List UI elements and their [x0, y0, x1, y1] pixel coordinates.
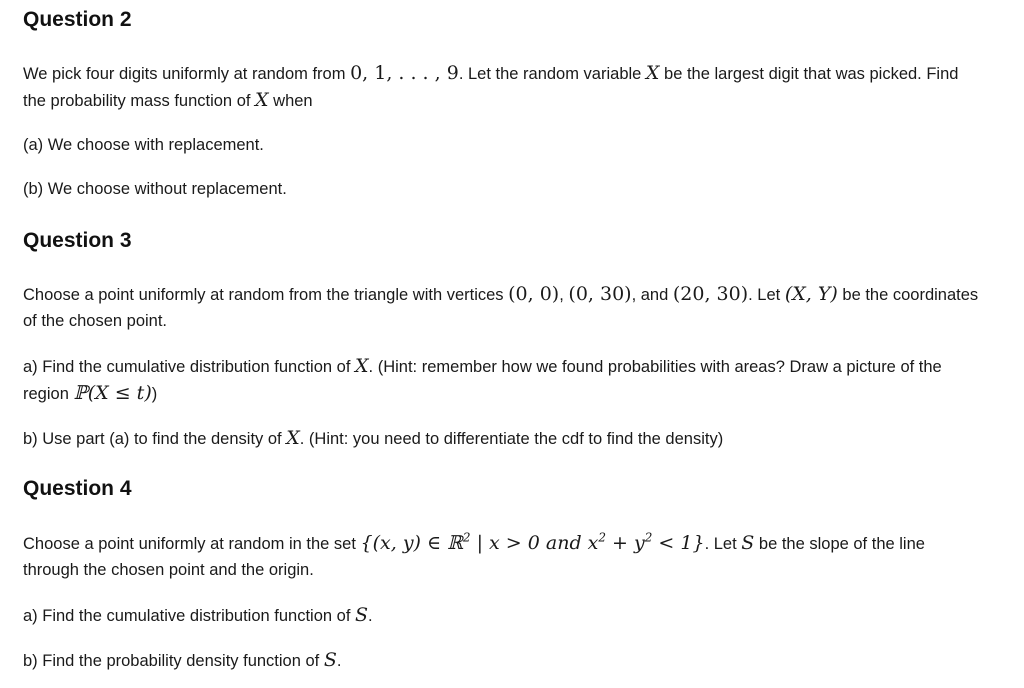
question-2-intro: We pick four digits uniformly at random from 0, 1, . . . , 9. Let the random variable X be the largest digit that was picked. Find the probability mass function of X when [23, 62, 959, 111]
probability-region-math: ℙ(X ≤ t) [73, 382, 152, 404]
coordinate-pair-math: (X, Y) [784, 283, 838, 305]
question-3-part-b: b) Use part (a) to find the density of X. (Hint: you need to differentiate the cdf to find the density) [23, 427, 724, 449]
question-2-part-b: (b) We choose without replacement. [23, 180, 287, 198]
question-4-part-b: b) Find the probability density function of S. [23, 649, 342, 671]
set-definition-math: {(x, y) ∈ ℝ$^2$ | x > 0 and $x^2 + y^2 < 1$} [360, 530, 705, 554]
question-4-part-a: a) Find the cumulative distribution function of S. [23, 604, 373, 626]
variable-s: S [355, 604, 369, 626]
vertex-2-math: (0, 30) [568, 283, 632, 305]
variable-s: S [323, 649, 337, 671]
variable-x: X [286, 427, 300, 449]
question-4-title: Question 4 [23, 477, 132, 500]
variable-x: X [255, 89, 269, 111]
question-4-intro: Choose a point uniformly at random in the set {(x, y) ∈ ℝ$^2$ | x > 0 and $x^2 + y^2 < 1$}. Let S be the slope of the line through the chosen point and the origin. [23, 530, 925, 579]
digit-range-math: 0, 1, . . . , 9 [350, 62, 459, 84]
question-2-part-a: (a) We choose with replacement. [23, 136, 264, 154]
question-3-intro: Choose a point uniformly at random from the triangle with vertices (0, 0), (0, 30), and (20, 30). Let (X, Y) be the coordinates of the chosen point. [23, 283, 979, 330]
variable-x: X [645, 62, 660, 84]
variable-x: X [355, 355, 369, 377]
question-2-title: Question 2 [23, 8, 132, 31]
question-3-title: Question 3 [23, 229, 132, 252]
vertex-3-math: (20, 30) [672, 283, 749, 305]
variable-s: S [741, 532, 755, 554]
vertex-1-math: (0, 0) [508, 283, 560, 305]
question-3-part-a: a) Find the cumulative distribution function of X. (Hint: remember how we found probabilities with areas? Draw a picture of the region ℙ(X ≤ t)) [23, 355, 942, 404]
